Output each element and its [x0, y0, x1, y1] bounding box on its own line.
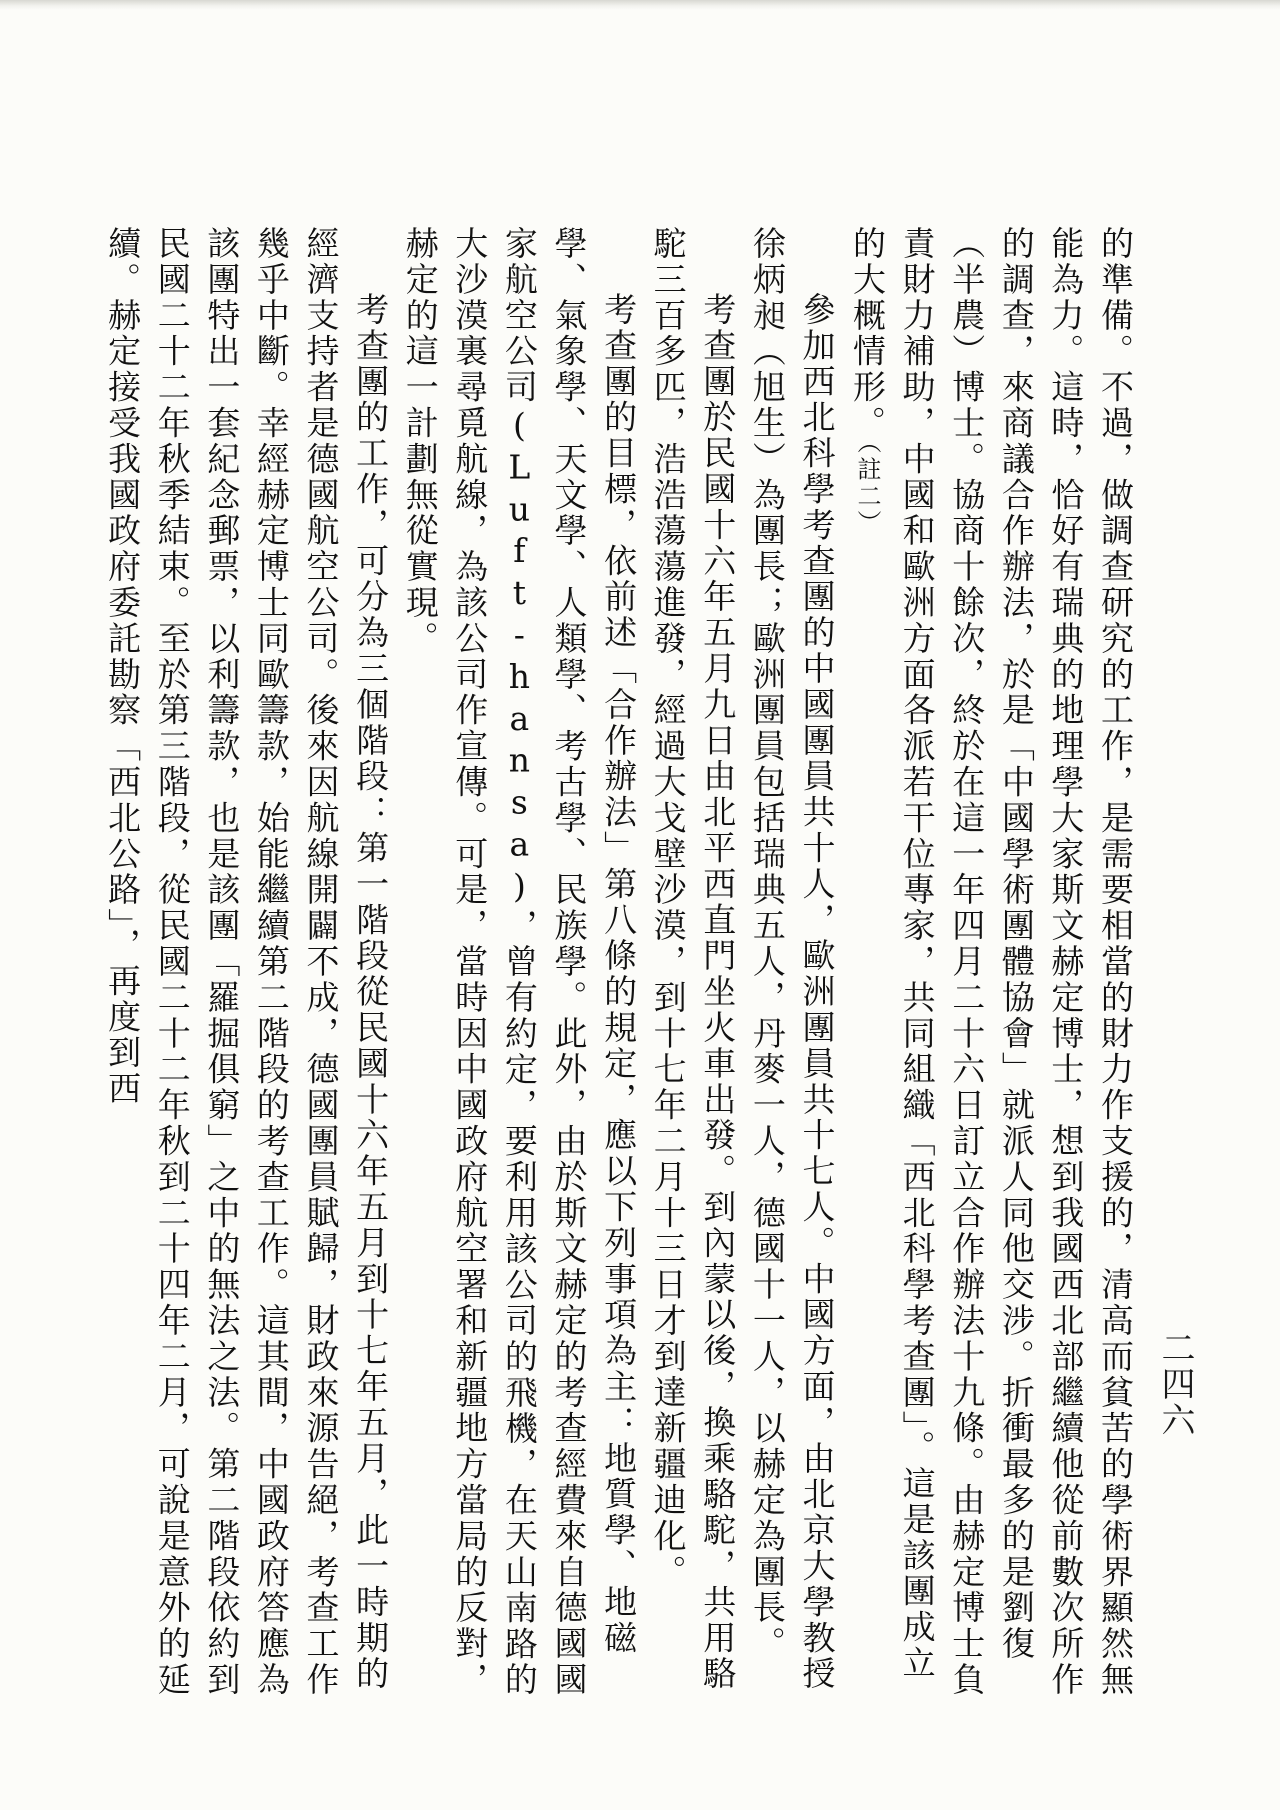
footnote-reference: （註二） — [853, 441, 882, 538]
paragraph-5: 考查團的工作，可分為三個階段：第一階段從民國十六年五月到十七年五月，此一時期的經濟支持者是德國航空公司。後來因航線開闢不成，德國團員賦歸，財政來源告絕，考查工作幾乎中斷。幸經赫定博士同歐籌款，始能繼續第二階段的考查工作。這其間，中國政府答應為該團特出一套紀念郵票，以利籌款，也是該團「羅掘俱窮」之中的無法之法。第二階段依約到民國二十二年秋季結束。至於第三階段，從民國二十二年秋到二十四年二月，可說是意外的延續。赫定接受我國政府委託勘察「西北公路」，再度到西 — [103, 226, 391, 1698]
paragraph-3: 考查團於民國十六年五月九日由北平西直門坐火車出發。到內蒙以後，換乘駱駝，共用駱駝三百多匹，浩浩蕩蕩進發，經過大戈壁沙漠，到十七年二月十三日才到達新疆迪化。 — [648, 226, 738, 1693]
paragraph-4: 考查團的目標，依前述「合作辦法」第八條的規定，應以下列事項為主：地質學、地磁學、氣象學、天文學、人類學、考古學、民族學。此外，由於斯文赫定的考查經費來自德國國家航空公司(Luft-hansa)，曾有約定，要利用該公司的飛機，在天山南路的大沙漠裏尋覓航線，為該公司作宣傳。可是，當時因中國政府航空署和新疆地方當局的反對，赫定的這一計劃無從實現。 — [400, 226, 639, 1699]
body-text — [103, 226, 1140, 1706]
scan-edge-shadow — [0, 0, 1280, 10]
paragraph-1 — [841, 226, 1140, 1706]
paragraph-1-text: 的準備。不過，做調查研究的工作，是需要相當的財力作支援的，清高而貧苦的學術界顯然無能為力。這時，恰好有瑞典的地理學大家斯文赫定博士，想到我國西北部繼續他從前數次所作的調查，來商議合作辦法，於是「中國學術團體協會」就派人同他交涉。折衝最多的是劉復（半農）博士。協商十餘次，終於在這一年四月二十六日訂立合作辦法十九條。由赫定博士負責財力補助，中國和歐洲方面各派若干位專家，共同組織「西北科學考查團」。這是該團成立的大概情形。 — [848, 226, 1135, 1698]
page-number: 二四六 — [1155, 1330, 1195, 1438]
paragraph-2: 參加西北科學考查團的中國團員共十人，歐洲團員共十七人。中國方面，由北京大學教授徐炳昶（旭生）為團長；歐洲團員包括瑞典五人，丹麥一人，德國十一人，以赫定為團長。 — [747, 226, 837, 1693]
